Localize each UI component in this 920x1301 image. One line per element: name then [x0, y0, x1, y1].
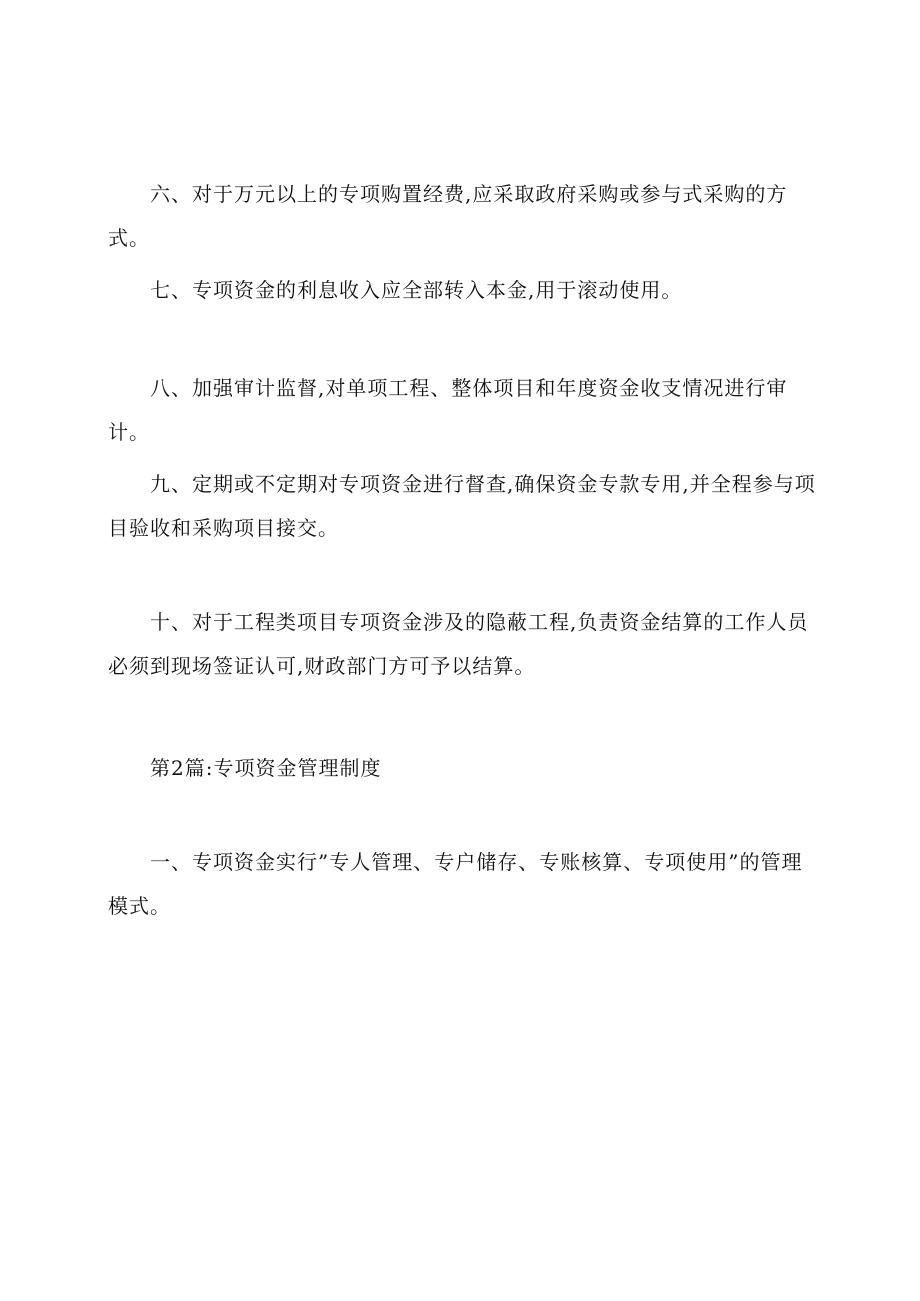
paragraph-eight: 八、加强审计监督,对单项工程、整体项目和年度资金收支情况进行审计。 [108, 376, 788, 444]
paragraph-six: 六、对于万元以上的专项购置经费,应采取政府采购或参与式采购的方式。 [108, 182, 788, 250]
section-paragraph-one: 一、专项资金实行”专人管理、专户储存、专账核算、专项使用”的管理模式。 [108, 850, 803, 918]
paragraph-nine: 九、定期或不定期对专项资金进行督查,确保资金专款专用,并全程参与项目验收和采购项目接交。 [108, 472, 816, 540]
section-heading: 第2篇:专项资金管理制度 [150, 756, 382, 780]
paragraph-ten: 十、对于工程类项目专项资金涉及的隐蔽工程,负责资金结算的工作人员必须到现场签证认可,财政部门方可予以结算。 [108, 610, 809, 678]
paragraph-seven: 七、专项资金的利息收入应全部转入本金,用于滚动使用。 [150, 278, 683, 302]
